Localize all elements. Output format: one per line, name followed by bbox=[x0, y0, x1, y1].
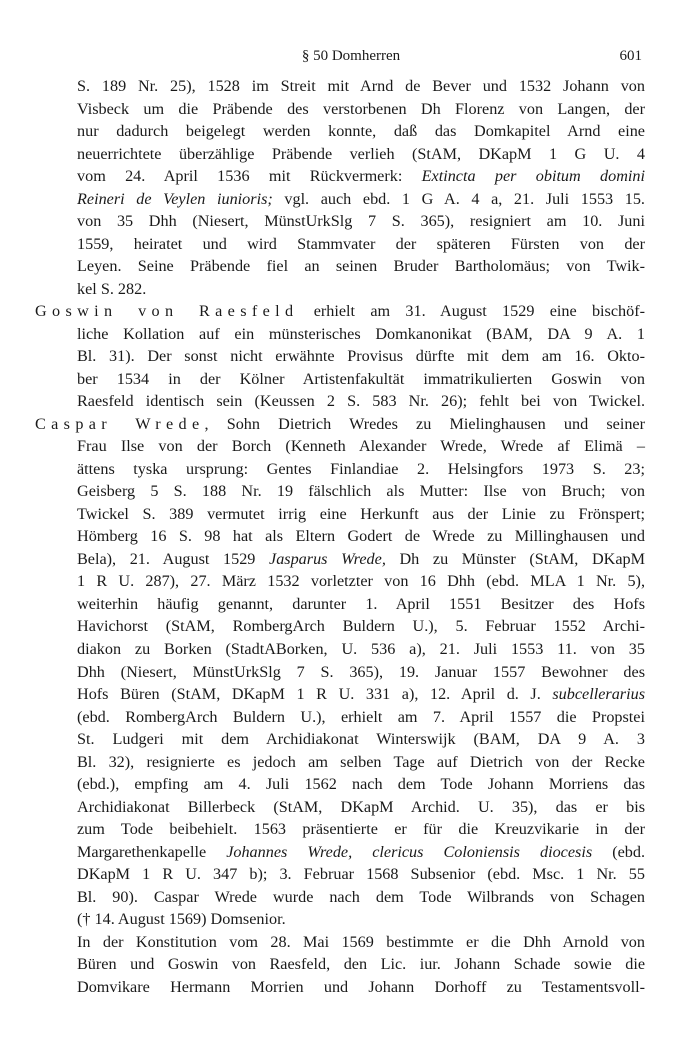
entry-name: Caspar Wrede bbox=[35, 414, 205, 433]
line-text: 1 R U. 287), 27. März 1532 vorletzter von 16 Dhh (ebd. MLA 1 Nr. 5), bbox=[77, 572, 645, 591]
text-line bbox=[77, 908, 645, 930]
line-text: Twickel S. 389 vermutet irrig eine Herkunft aus der Linie zu Frönspert; bbox=[77, 504, 645, 523]
text-line bbox=[77, 255, 645, 277]
line-text: erhielt am 31. August 1529 eine bischöf- bbox=[298, 302, 645, 321]
line-text: Bela), 21. August 1529 bbox=[77, 549, 270, 568]
text-line bbox=[77, 165, 645, 187]
text-line bbox=[77, 278, 645, 300]
text-line bbox=[77, 615, 645, 637]
text-line bbox=[77, 841, 645, 863]
text-line bbox=[77, 503, 645, 525]
text-line bbox=[77, 458, 645, 480]
line-text: Margarethenkapelle bbox=[77, 842, 227, 861]
text-line bbox=[77, 120, 645, 142]
line-text: Dhh (Niesert, MünstUrkSlg 7 S. 365), 19. Januar 1557 Bewohner des bbox=[77, 662, 645, 681]
text-line bbox=[77, 751, 645, 773]
running-head: § 50 Domherren bbox=[301, 48, 401, 64]
line-text: Domvikare Hermann Morrien und Johann Dorhoff zu Testamentsvoll- bbox=[77, 977, 645, 996]
text-line bbox=[77, 728, 645, 750]
text-line bbox=[77, 210, 645, 232]
line-text: vom 24. April 1536 mit Rückvermerk: bbox=[77, 167, 422, 186]
line-text: Dh zu Münster (StAM, DKapM bbox=[385, 549, 646, 568]
line-text: liche Kollation auf ein münsterisches Domkanonikat (BAM, DA 9 A. 1 bbox=[77, 324, 645, 343]
line-text: (ebd. bbox=[592, 842, 646, 861]
line-text: 1559, heiratet und wird Stammvater der späteren Fürsten von der bbox=[77, 234, 645, 253]
line-text: weiterhin häufig genannt, darunter 1. April 1551 Besitzer des Hofs bbox=[77, 594, 645, 613]
line-text: Hofs Büren (StAM, DKapM 1 R U. 331 a), 12. April d. J. bbox=[77, 685, 553, 704]
line-text: St. Ludgeri mit dem Archidiakonat Winterswijk (BAM, DA 9 A. 3 bbox=[77, 730, 645, 749]
line-text: Raesfeld identisch sein (Keussen 2 S. 583 Nr. 26); fehlt bei von Twickel. bbox=[77, 392, 645, 411]
page-number: 601 bbox=[619, 48, 642, 64]
line-text: In der Konstitution vom 28. Mai 1569 bestimmte er die Dhh Arnold von bbox=[77, 932, 645, 951]
text-line bbox=[77, 368, 645, 390]
text-line bbox=[77, 773, 645, 795]
line-text: (ebd. RombergArch Buldern U.), erhielt am 7. April 1557 die Propstei bbox=[77, 707, 645, 726]
text-line bbox=[77, 886, 645, 908]
text-line bbox=[77, 638, 645, 660]
text-line bbox=[77, 953, 645, 975]
line-text: ättens tyska ursprung: Gentes Finlandiae 2. Helsingfors 1973 S. 23; bbox=[77, 459, 645, 478]
text-line bbox=[77, 233, 645, 255]
italic-citation: Johannes Wrede, clericus Coloniensis diocesis bbox=[226, 842, 593, 861]
entry-name: Goswin von Raesfeld bbox=[35, 302, 299, 321]
text-line bbox=[77, 390, 645, 412]
line-text: († 14. August 1569) Domsenior. bbox=[77, 910, 286, 929]
text-line bbox=[77, 863, 645, 885]
text-line bbox=[77, 931, 645, 953]
text-line bbox=[77, 593, 645, 615]
line-text: ber 1534 in der Kölner Artistenfakultät immatrikulierten Goswin von bbox=[77, 369, 645, 388]
line-text: kel S. 282. bbox=[77, 279, 147, 298]
page-header bbox=[60, 48, 642, 70]
line-text: Bl. 90). Caspar Wrede wurde nach dem Tode Wilbrands von Schagen bbox=[77, 887, 645, 906]
text-line bbox=[77, 323, 645, 345]
line-text: , Sohn Dietrich Wredes zu Mielinghausen und seiner bbox=[204, 414, 646, 433]
text-line bbox=[77, 188, 645, 210]
line-text: Havichorst (StAM, RombergArch Buldern U.), 5. Februar 1552 Archi- bbox=[77, 617, 645, 636]
text-line bbox=[77, 435, 645, 457]
line-text: vgl. auch ebd. 1 G A. 4 a, 21. Juli 1553 15. bbox=[272, 189, 645, 208]
text-line bbox=[77, 570, 645, 592]
text-line bbox=[77, 818, 645, 840]
text-line bbox=[77, 75, 645, 97]
italic-citation: Reineri de Veylen iunioris; bbox=[77, 189, 273, 208]
line-text: von 35 Dhh (Niesert, MünstUrkSlg 7 S. 365), resigniert am 10. Juni bbox=[77, 212, 645, 231]
line-text: zum Tode beibehielt. 1563 präsentierte er für die Kreuzvikarie in der bbox=[77, 820, 645, 839]
text-line bbox=[77, 661, 645, 683]
line-text: S. 189 Nr. 25), 1528 im Streit mit Arnd de Bever und 1532 Johann von bbox=[77, 77, 645, 95]
line-text: neuerrichtete überzählige Präbende verlieh (StAM, DKapM 1 G U. 4 bbox=[77, 144, 645, 163]
line-text: Frau Ilse von der Borch (Kenneth Alexander Wrede, Wrede af Elimä – bbox=[77, 437, 645, 456]
text-line bbox=[77, 345, 645, 367]
line-text: Archidiakonat Billerbeck (StAM, DKapM Archid. U. 35), das er bis bbox=[77, 797, 645, 816]
italic-citation: Jasparus Wrede, bbox=[269, 549, 386, 568]
italic-citation: subcellerarius bbox=[552, 685, 645, 704]
line-text: Bl. 32), resignierte es jedoch am selben Tage auf Dietrich von der Recke bbox=[77, 752, 645, 771]
line-text: Büren und Goswin von Raesfeld, den Lic. iur. Johann Schade sowie die bbox=[77, 955, 645, 974]
line-text: Visbeck um die Präbende des verstorbenen Dh Florenz von Langen, der bbox=[77, 99, 645, 118]
line-text: nur dadurch beigelegt werden konnte, daß das Domkapitel Arnd eine bbox=[77, 122, 645, 141]
text-line bbox=[35, 413, 645, 435]
line-text: Bl. 31). Der sonst nicht erwähnte Provisus dürfte mit dem am 16. Okto- bbox=[77, 347, 645, 366]
text-line bbox=[77, 796, 645, 818]
text-line bbox=[35, 300, 645, 322]
text-line bbox=[77, 525, 645, 547]
text-line bbox=[77, 98, 645, 120]
italic-citation: Extincta per obitum domini bbox=[421, 167, 645, 186]
line-text: diakon zu Borken (StadtABorken, U. 536 a), 21. Juli 1553 11. von 35 bbox=[77, 640, 645, 658]
text-line bbox=[77, 548, 645, 570]
text-line bbox=[77, 976, 645, 998]
text-line bbox=[77, 143, 645, 165]
line-text: Hömberg 16 S. 98 hat als Eltern Godert de Wrede zu Millinghausen und bbox=[77, 527, 645, 546]
text-line bbox=[77, 480, 645, 502]
text-line bbox=[77, 706, 645, 728]
text-line bbox=[77, 683, 645, 705]
line-text: Leyen. Seine Präbende fiel an seinen Bruder Bartholomäus; von Twik- bbox=[77, 257, 645, 276]
line-text: DKapM 1 R U. 347 b); 3. Februar 1568 Subsenior (ebd. Msc. 1 Nr. 55 bbox=[77, 865, 645, 884]
line-text: Geisberg 5 S. 188 Nr. 19 fälschlich als Mutter: Ilse von Bruch; von bbox=[77, 482, 645, 501]
line-text: (ebd.), empfing am 4. Juli 1562 nach dem Tode Johann Morriens das bbox=[77, 775, 645, 794]
